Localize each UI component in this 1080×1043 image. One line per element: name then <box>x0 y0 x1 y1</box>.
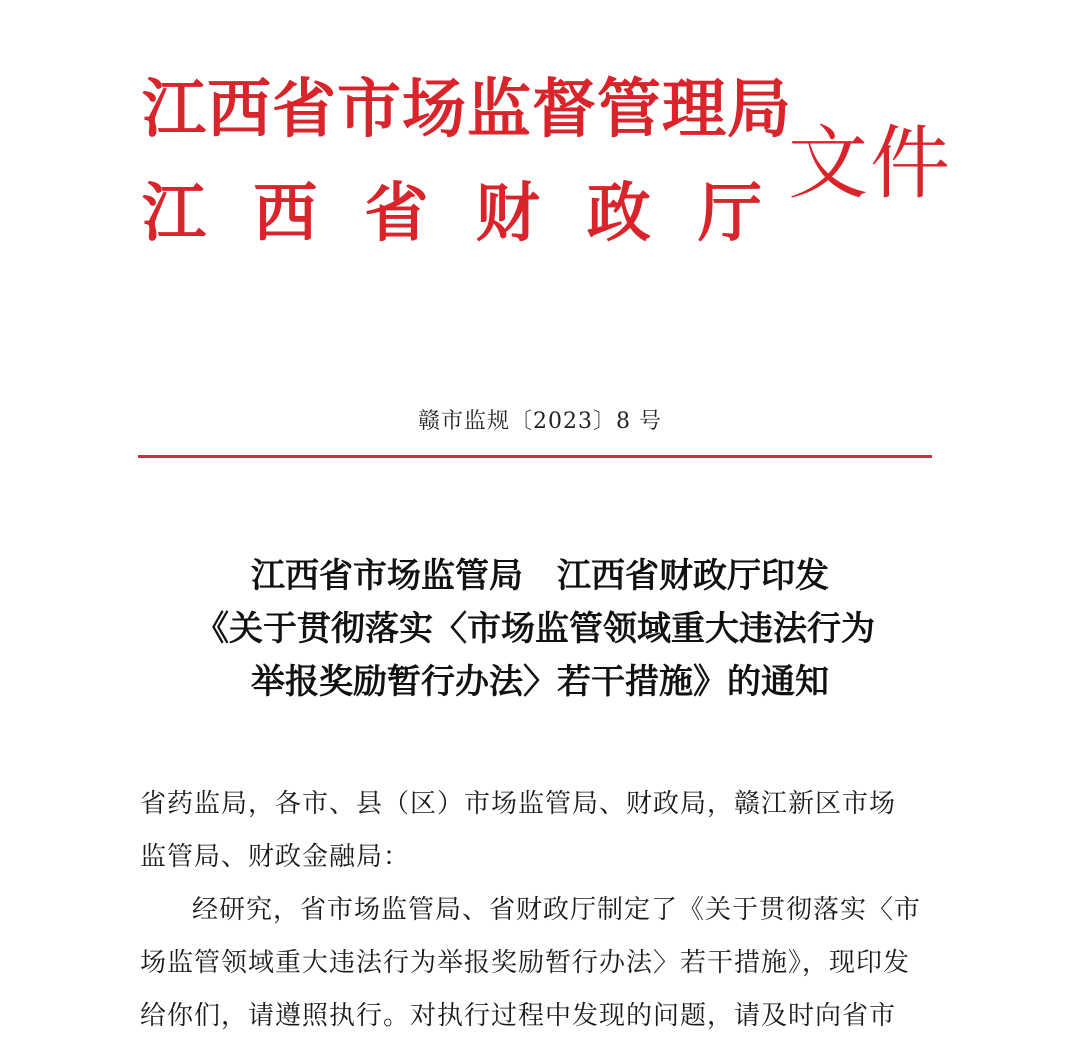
title-line-3: 举报奖励暂行办法〉若干措施》的通知 <box>251 662 829 702</box>
org2-char: 西 <box>253 176 318 251</box>
org2-char: 财 <box>475 176 540 251</box>
org2-char: 省 <box>364 176 429 251</box>
org2-char: 厅 <box>697 176 762 251</box>
title-line-2: 《关于贯彻落实〈市场监管领域重大违法行为 <box>195 609 875 649</box>
body-line: 场监管领域重大违法行为举报奖励暂行办法〉若干措施》，现印发 <box>140 948 911 978</box>
issuing-org-1: 江西省市场监督管理局 <box>142 72 792 147</box>
body-line: 监管局、财政金融局： <box>140 842 411 872</box>
red-divider <box>138 455 932 458</box>
body-line: 给你们，请遵照执行。对执行过程中发现的问题，请及时向省市 <box>140 1001 897 1031</box>
body-line: 省药监局，各市、县（区）市场监管局、财政局，赣江新区市场 <box>140 789 897 819</box>
document-label: 文件 <box>788 117 952 210</box>
org2-char: 江 <box>142 176 206 251</box>
document-number: 赣市监规〔2023〕8 号 <box>418 409 662 434</box>
org2-char: 政 <box>586 176 651 251</box>
body-line: 经研究，省市场监管局、省财政厅制定了《关于贯彻落实〈市 <box>192 895 922 925</box>
document-title <box>0 550 1080 709</box>
title-line-1: 江西省市场监管局 江西省财政厅印发 <box>251 556 829 596</box>
issuing-org-2 <box>142 176 762 251</box>
document-body <box>140 778 940 1043</box>
